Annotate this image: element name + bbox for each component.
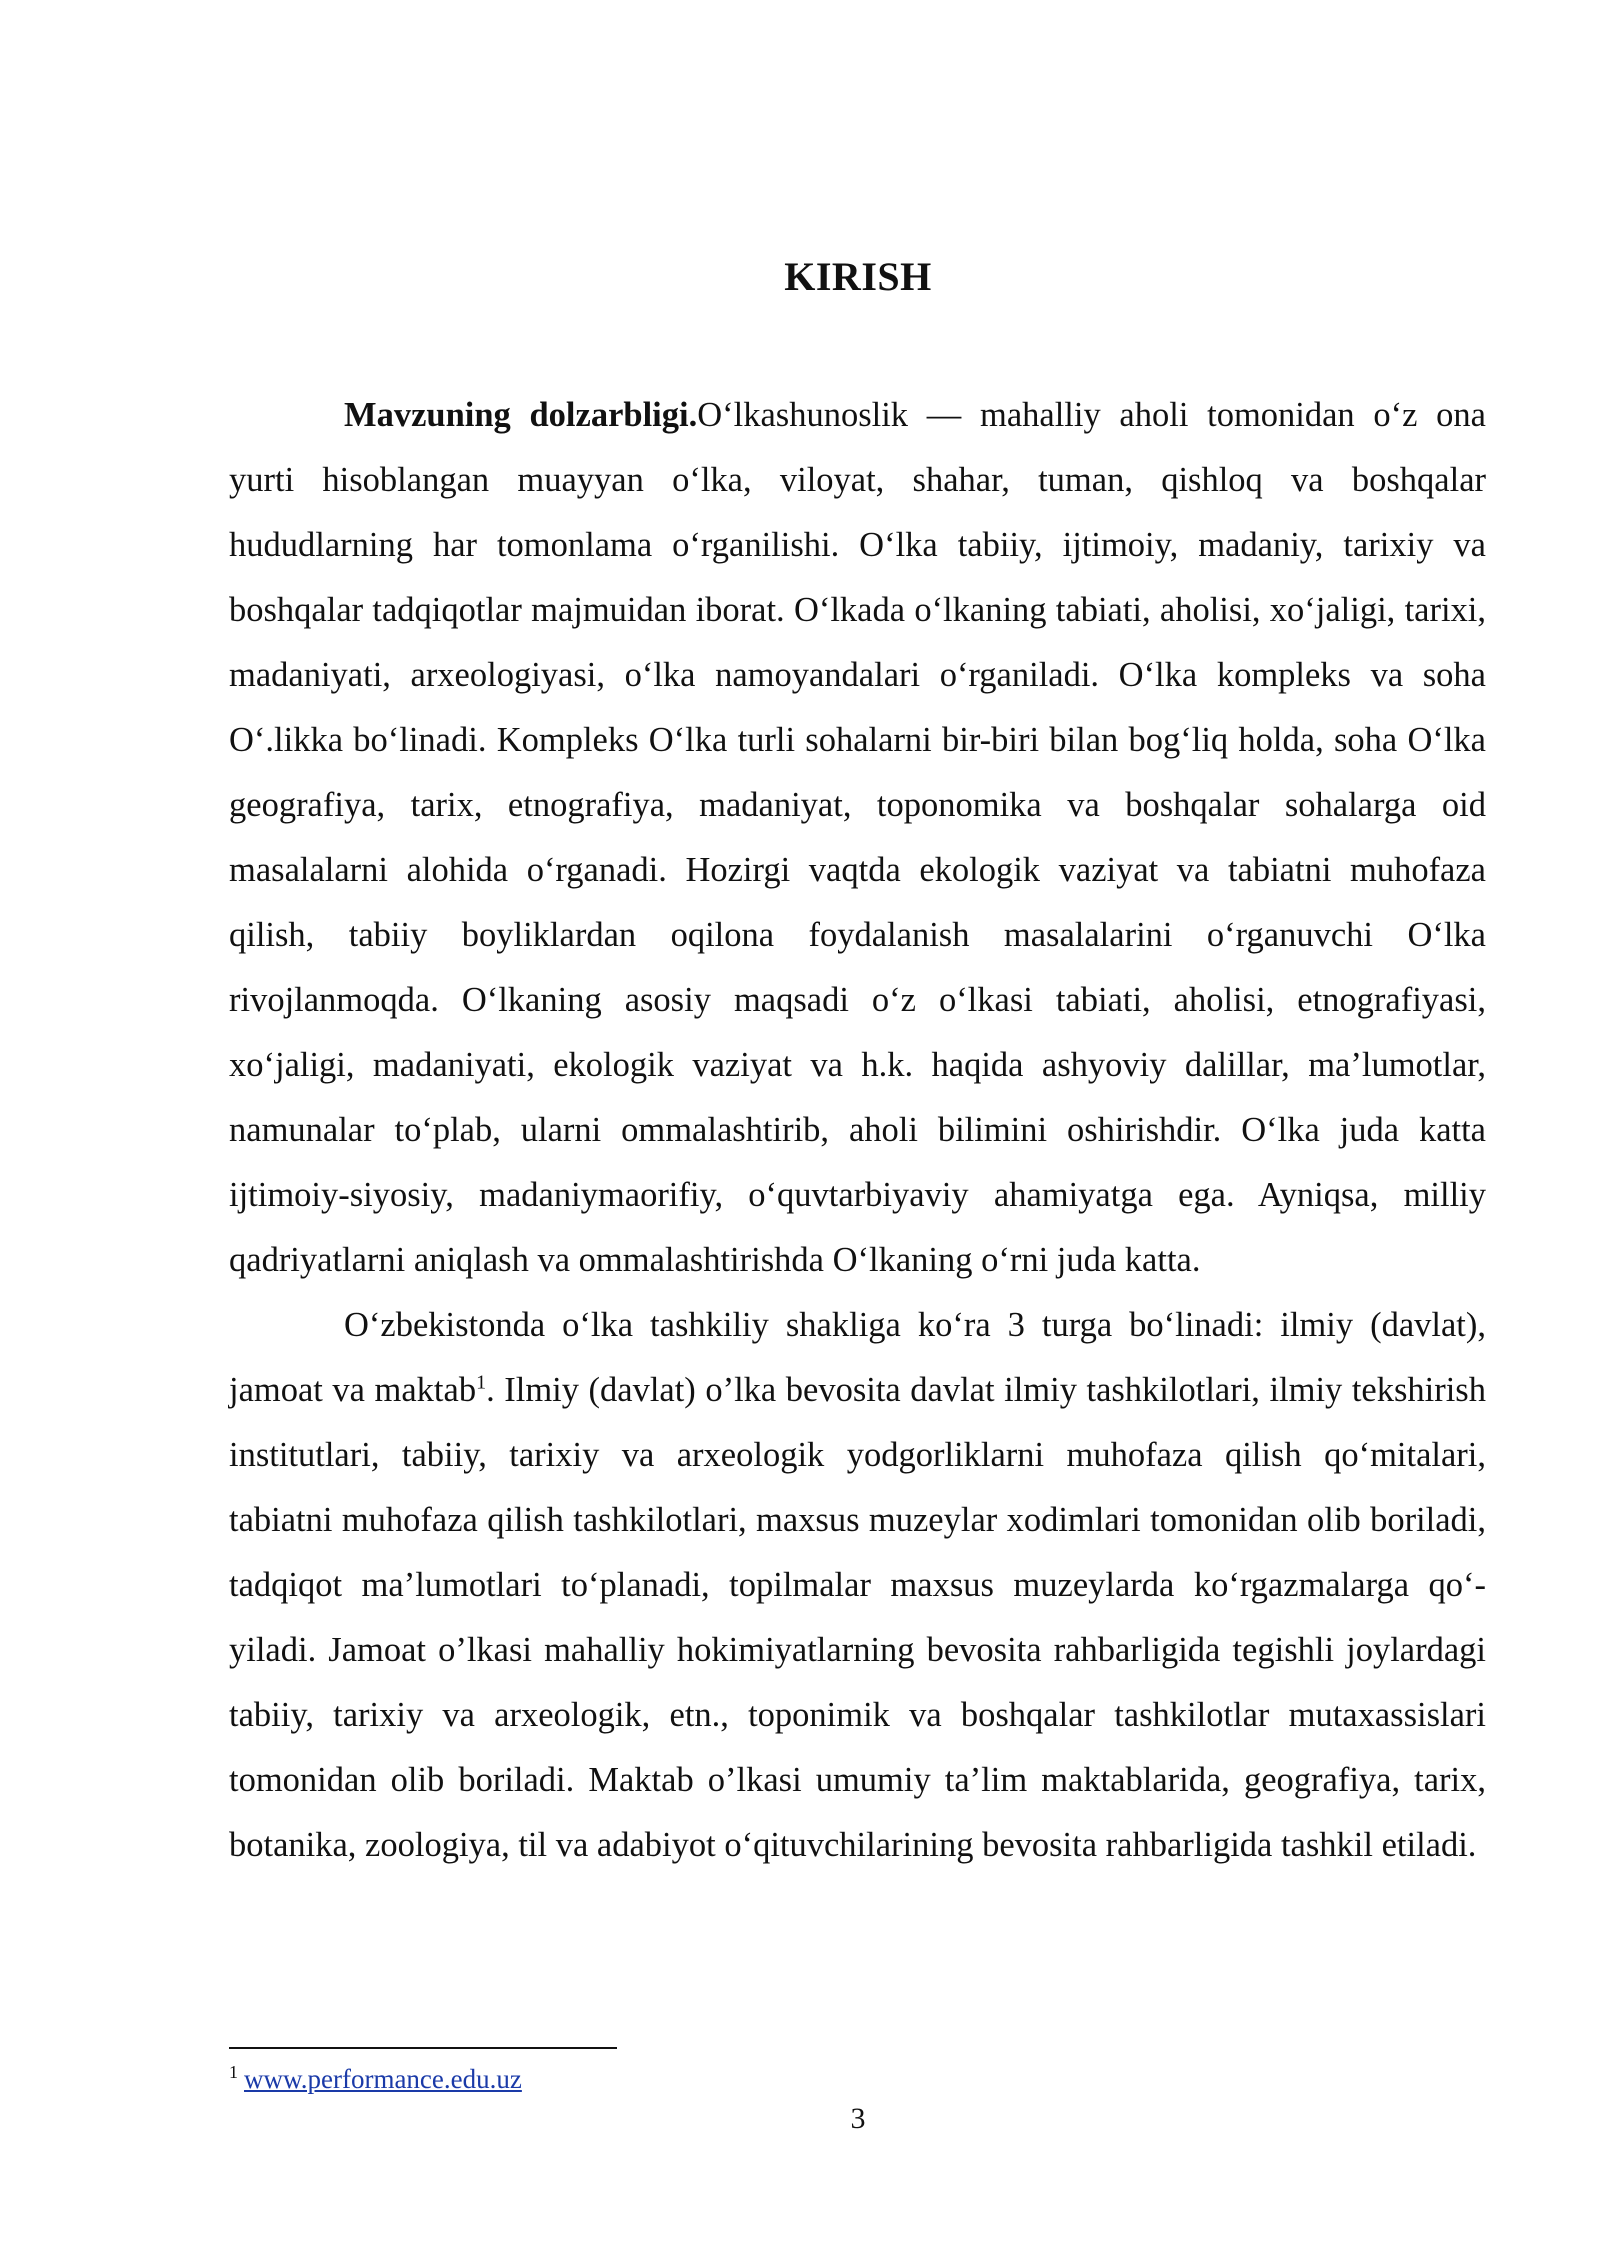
footnote-separator [229,2047,617,2049]
paragraph-text: . Ilmiy (davlat) o’lka bevosita davlat ilmiy tashkilotlari, ilmiy tekshirish institutlari, tabiiy, tarixiy va arxeologik yodgorliklarni muhofaza qilish qo‘mitalari, tabiatni muhofaza qilish tashkilotlari, maxsus muzeylar xodimlari tomonidan olib boriladi, tadqiqot ma’lumotlari to‘planadi, topilmalar maxsus muzeylarda ko‘rgazmalarga qo‘-yiladi. Jamoat o’lkasi mahalliy hokimiyatlarning bevosita rahbarligida tegishli joylardagi tabiiy, tarixiy va arxeologik, etn., toponimik va boshqalar tashkilotlar mutaxassislari tomonidan olib boriladi. Maktab o’lkasi umumiy ta’lim maktablarida, geografiya, tarix, botanika, zoologiya, til va adabiyot o‘qituvchilarining bevosita rahbarligida tashkil etiladi. [229,1371,1486,1864]
footnote-reference[interactable]: 1 [476,1371,487,1394]
paragraph-text: O‘lkashunoslik — mahalliy aholi tomonidan o‘z ona yurti hisoblangan muayyan o‘lka, viloyat, shahar, tuman, qishloq va boshqalar hududlarning har tomonlama o‘rganilishi. O‘lka tabiiy, ijtimoiy, madaniy, tarixiy va boshqalar tadqiqotlar majmuidan iborat. O‘lkada o‘lkaning tabiati, aholisi, xo‘jaligi, tarixi, madaniyati, arxeologiyasi, o‘lka namoyandalari o‘rganiladi. O‘lka kompleks va soha O‘.likka bo‘linadi. Kompleks O‘lka turli sohalarni bir-biri bilan bog‘liq holda, soha O‘lka geografiya, tarix, etnografiya, madaniyat, toponomika va boshqalar sohalarga oid masalalarni alohida o‘rganadi. Hozirgi vaqtda ekologik vaziyat va tabiatni muhofaza qilish, tabiiy boyliklardan oqilona foydalanish masalalarini o‘rganuvchi O‘lka rivojlanmoqda. O‘lkaning asosiy maqsadi o‘z o‘lkasi tabiati, aholisi, etnografiyasi, xo‘jaligi, madaniyati, ekologik vaziyat va h.k. haqida ashyoviy dalillar, ma’lumotlar, namunalar to‘plab, ularni ommalashtirib, aholi bilimini oshirishdir. O‘lka juda katta ijtimoiy-siyosiy, madaniymaorifiy, o‘quvtarbiyaviy ahamiyatga ega. Ayniqsa, milliy qadriyatlarni aniqlash va ommalashtirishda O‘lkaning o‘rni juda katta. [229,396,1486,1279]
page-number: 3 [850,2102,866,2135]
footnote-number: 1 [229,2062,238,2082]
paragraph-relevance [229,383,1486,1293]
document-body [229,383,1486,1878]
paragraph-lead: Mavzuning dolzarbligi. [344,396,698,434]
footnote-link[interactable]: www.performance.edu.uz [244,2064,522,2094]
paragraph-organization [229,1293,1486,1878]
paragraph-text: O‘zbekistonda o‘lka tashkiliy shakliga ko‘ra 3 turga bo‘linadi: ilmiy (davlat), jamoat va maktab [229,1306,1486,1409]
footnote [229,2061,522,2097]
page-title: KIRISH [784,254,932,299]
